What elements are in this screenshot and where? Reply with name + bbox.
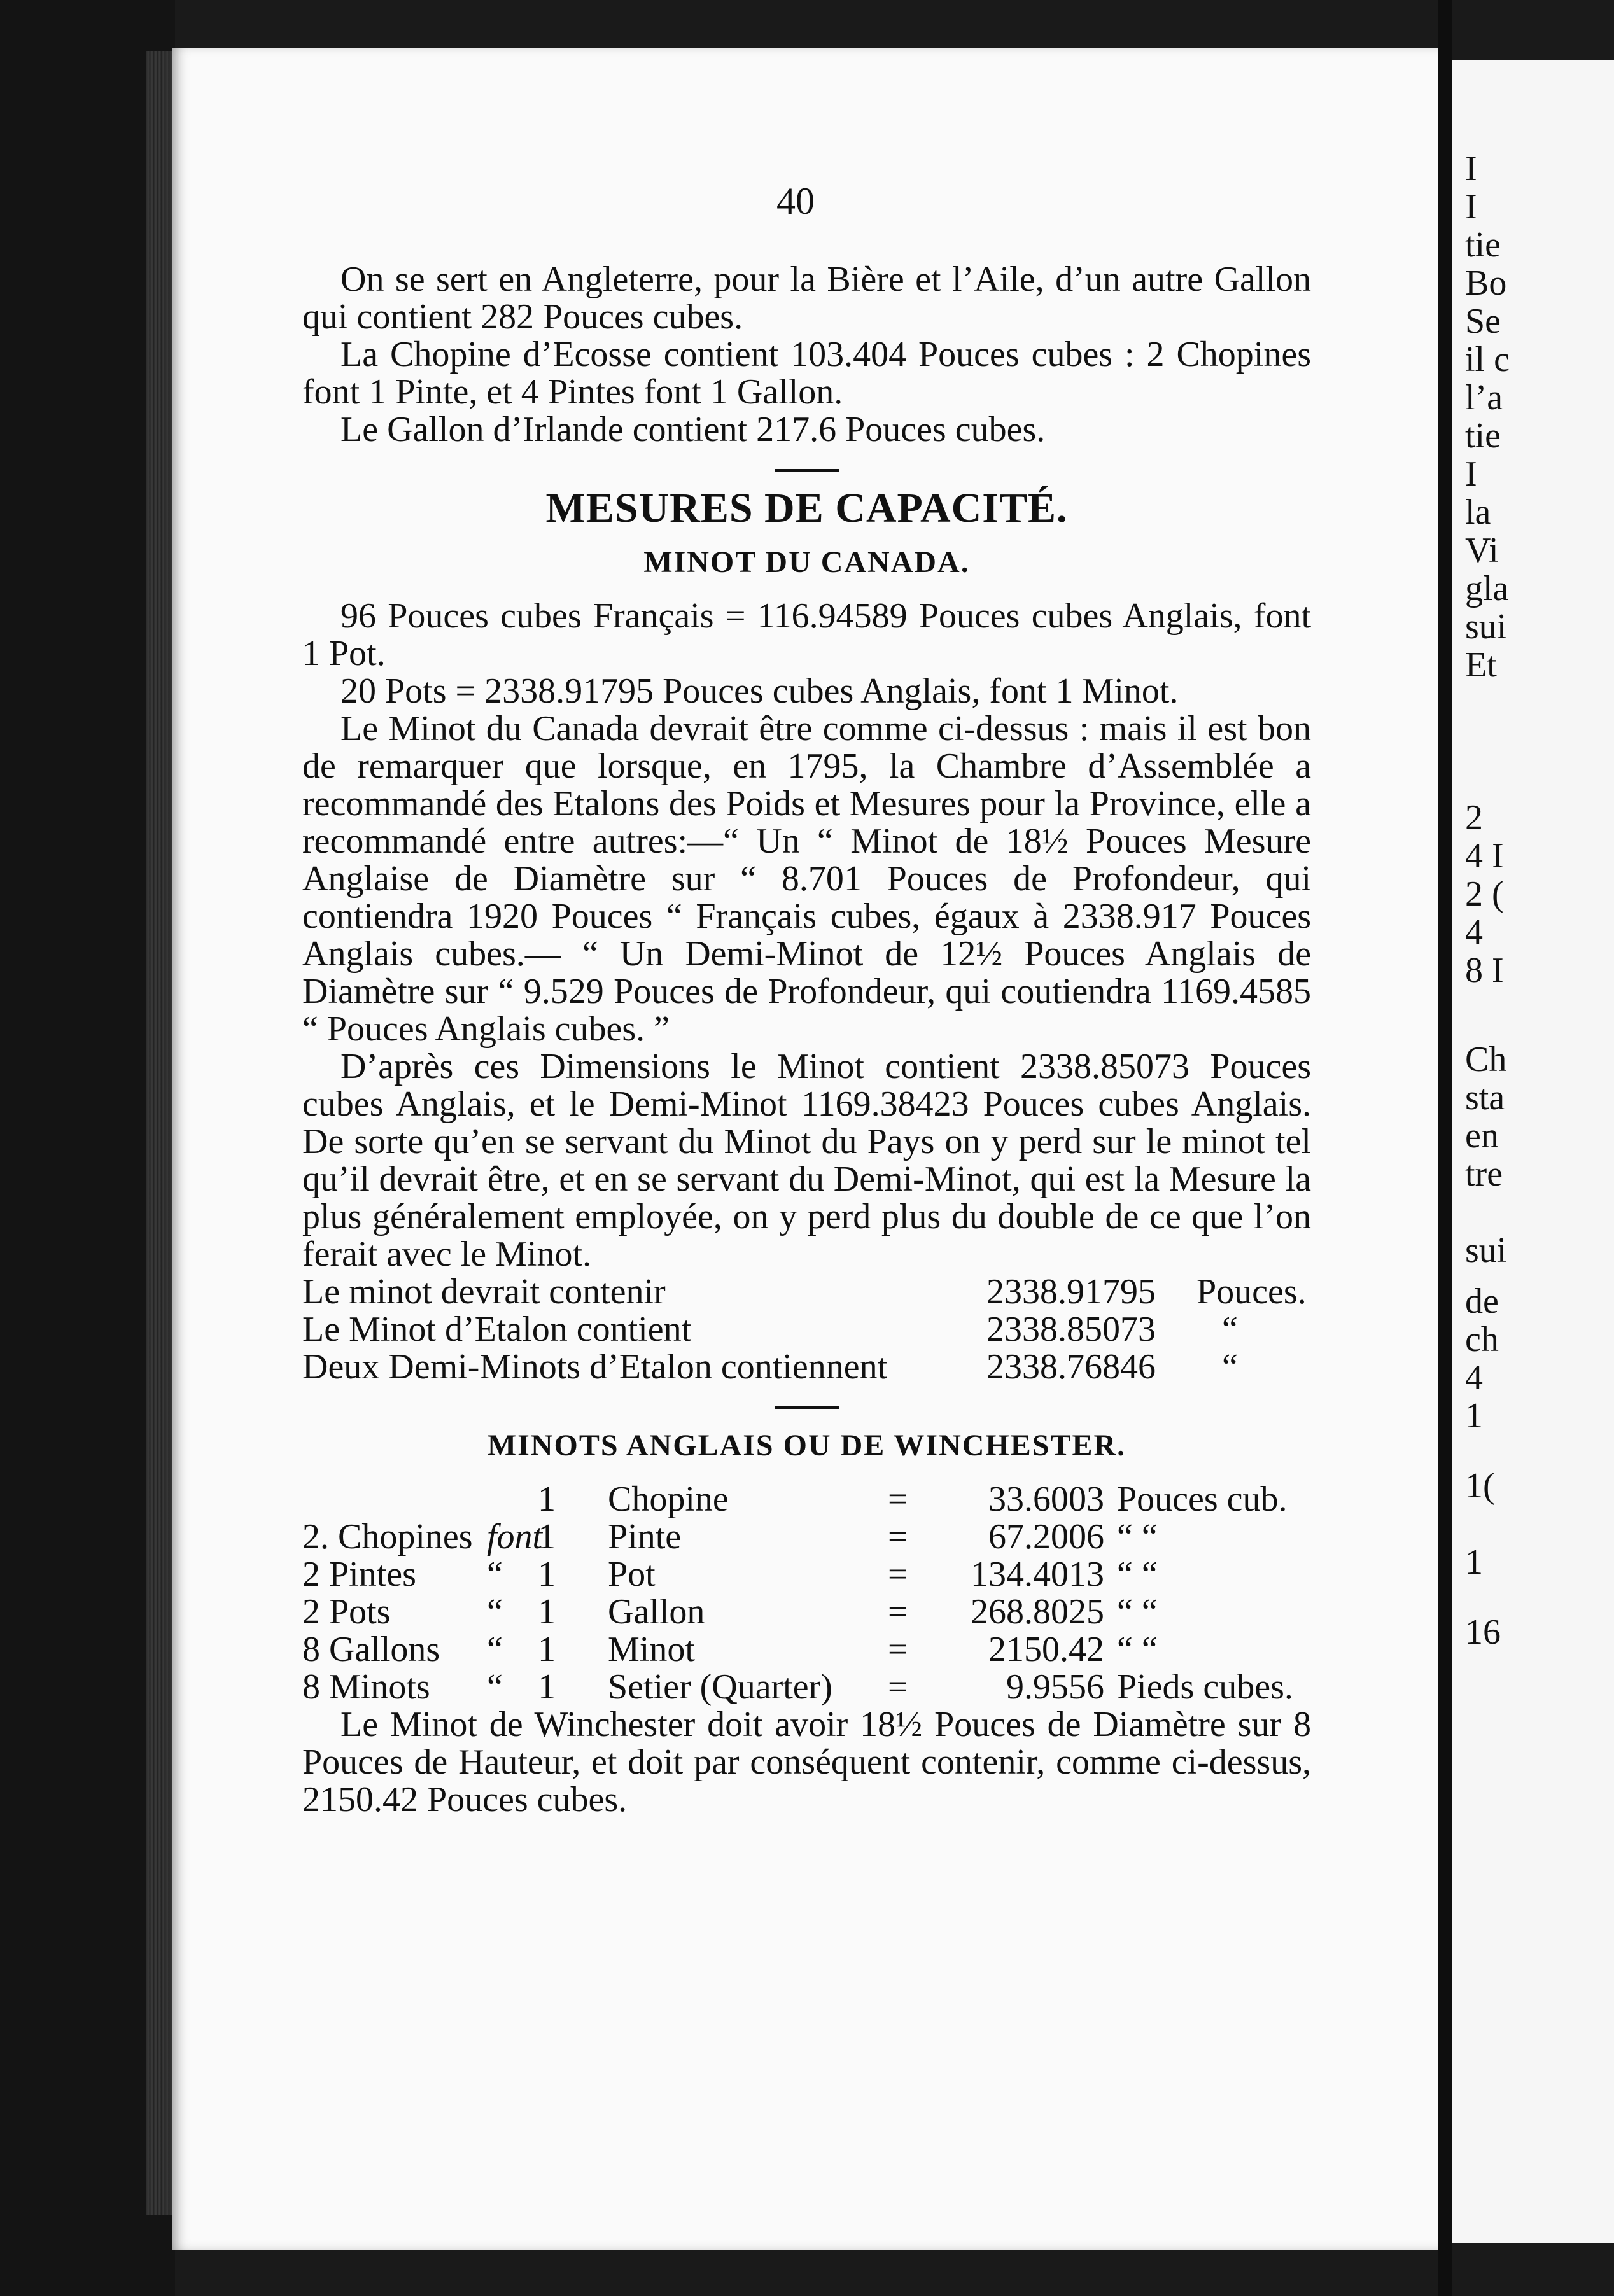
canada-paragraph-3: Le Minot du Canada devrait être comme ci-dessus : mais il est bon de remarquer que lorsque, en 1795, la Chambre d’Assemblée a recommandé des Etalons des Poids et Mesures pour la Province, elle a recommandé entre autres:—“ Un “ Minot de 18½ Pouces Mesure Anglaise de Diamètre sur “ 8.701 Pouces de Profondeur, qui contiendra 1920 Pouces “ Français cubes, égaux à 2338.917 Pouces Anglais cubes.— “ Un Demi-Minot de 12½ Pouces Anglais de Diamètre sur “ 9.529 Pouces de Profondeur, qui coutiendra 1169.4585 “ Pouces Anglais cubes. ”	[302, 709, 1311, 1049]
next-page-text-fragment: 1	[1465, 1543, 1483, 1582]
next-page-fragment	[1452, 60, 1614, 2243]
table-cell-value: 134.4013	[971, 1555, 1104, 1594]
table-cell-unit: Minot	[608, 1630, 695, 1669]
table-cell-eq: =	[888, 1555, 908, 1594]
table-row	[302, 1518, 1311, 1556]
table-cell-suffix: “ “	[1117, 1517, 1158, 1557]
table-cell-mid: font	[487, 1517, 543, 1557]
table-cell-suffix: “ “	[1117, 1555, 1158, 1594]
next-page-text-fragment: ch	[1465, 1320, 1499, 1359]
table-cell-mid: “	[487, 1592, 503, 1632]
section-divider	[775, 469, 839, 472]
table-cell-unit: Chopine	[608, 1480, 729, 1519]
comparison-row: Le Minot d’Etalon contient 2338.85073 “	[302, 1310, 1238, 1349]
closing-paragraph: Le Minot de Winchester doit avoir 18½ Pouces de Diamètre sur 8 Pouces de Hauteur, et doit par conséquent contenir, comme ci-dessus, 2150.42 Pouces cubes.	[302, 1705, 1311, 1819]
table-cell-qty: 8 Gallons	[302, 1630, 440, 1669]
table-cell-unit: Pinte	[608, 1517, 682, 1557]
table-cell-eq: =	[888, 1630, 908, 1669]
table-cell-n: 1	[538, 1480, 556, 1519]
table-row	[302, 1593, 1311, 1631]
next-page-text-fragment: 4	[1465, 1358, 1483, 1397]
table-cell-unit: Pot	[608, 1555, 656, 1594]
page-content	[302, 172, 1311, 1819]
section-divider	[775, 1406, 839, 1409]
intro-paragraph-1: On se sert en Angleterre, pour la Bière et l’Aile, d’un autre Gallon qui contient 282 Pouces cubes.	[302, 260, 1311, 337]
table-cell-mid: “	[487, 1555, 503, 1594]
table-cell-value: 2150.42	[988, 1630, 1104, 1669]
canada-paragraph-4: D’après ces Dimensions le Minot contient 2338.85073 Pouces cubes Anglais, et le Demi-Minot 1169.38423 Pouces cubes Anglais. De sorte qu’en se servant du Minot du Pays on y perd sur le minot tel qu’il devrait être, et en se servant du Demi-Minot, qui est la Mesure la plus généralement employée, on y perd plus du double de ce que l’on ferait avec le Minot.	[302, 1047, 1311, 1274]
table-cell-value: 9.9556	[1006, 1667, 1104, 1707]
next-page-text-fragment: 2 (	[1465, 874, 1504, 914]
subsection-title-canada: MINOT DU CANADA.	[643, 545, 970, 579]
comparison-block	[302, 1273, 1311, 1386]
table-cell-eq: =	[888, 1592, 908, 1632]
intro-paragraph-2: La Chopine d’Ecosse contient 103.404 Pouces cubes : 2 Chopines font 1 Pinte, et 4 Pintes font 1 Gallon.	[302, 335, 1311, 412]
table-cell-n: 1	[538, 1667, 556, 1707]
table-cell-suffix: Pouces cub.	[1117, 1480, 1288, 1519]
next-page-text-fragment: I	[1465, 187, 1477, 227]
table-cell-n: 1	[538, 1592, 556, 1632]
table-cell-eq: =	[888, 1517, 908, 1557]
subsection-title-winchester: MINOTS ANGLAIS OU DE WINCHESTER.	[487, 1429, 1126, 1462]
next-page-text-fragment: 4	[1465, 913, 1483, 952]
next-page-text-fragment: 1	[1465, 1396, 1483, 1436]
next-page-text-fragment: 8 I	[1465, 951, 1504, 990]
canada-paragraph-2: 20 Pots = 2338.91795 Pouces cubes Anglais, font 1 Minot.	[340, 671, 1179, 711]
next-page-text-fragment: Vi	[1465, 531, 1499, 570]
table-row	[302, 1669, 1311, 1706]
next-page-text-fragment: Ch	[1465, 1040, 1507, 1079]
table-cell-mid	[487, 1481, 538, 1518]
next-page-text-fragment: I	[1465, 149, 1477, 188]
next-page-text-fragment: en	[1465, 1116, 1499, 1156]
table-cell-suffix: Pieds cubes.	[1117, 1667, 1293, 1707]
table-cell-qty: 8 Minots	[302, 1667, 430, 1707]
table-cell-mid: “	[487, 1667, 503, 1707]
comparison-row: Deux Demi-Minots d’Etalon contiennent 2338.76846 “	[302, 1347, 1238, 1387]
table-cell-n: 1	[538, 1555, 556, 1594]
table-cell-value: 67.2006	[988, 1517, 1104, 1557]
table-cell-qty: 2 Pintes	[302, 1555, 416, 1594]
table-cell-unit: Gallon	[608, 1592, 705, 1632]
table-cell-qty: 2 Pots	[302, 1592, 391, 1632]
table-cell-unit: Setier (Quarter)	[608, 1667, 832, 1707]
table-cell-n: 1	[538, 1517, 556, 1557]
table-row	[302, 1631, 1311, 1669]
table-cell-mid: “	[487, 1630, 503, 1669]
next-page-text-fragment: gla	[1465, 569, 1509, 608]
next-page-text-fragment: sui	[1465, 607, 1507, 647]
next-page-text-fragment: Et	[1465, 645, 1497, 685]
next-page-text-fragment: de	[1465, 1282, 1499, 1321]
next-page-text-fragment: tie	[1465, 225, 1501, 265]
table-cell-eq: =	[888, 1480, 908, 1519]
next-page-text-fragment: l’a	[1465, 378, 1503, 417]
section-title: MESURES DE CAPACITÉ.	[545, 485, 1068, 531]
table-cell-qty	[302, 1481, 487, 1518]
table-cell-qty: 2. Chopines	[302, 1517, 473, 1557]
next-page-text-fragment: I	[1465, 454, 1477, 494]
page-gutter	[1438, 0, 1452, 2296]
next-page-text-fragment: la	[1465, 493, 1491, 532]
table-cell-eq: =	[888, 1667, 908, 1707]
table-cell-n: 1	[538, 1630, 556, 1669]
next-page-text-fragment: il c	[1465, 340, 1510, 379]
next-page-text-fragment: 2	[1465, 798, 1483, 837]
table-row	[302, 1481, 1311, 1518]
next-page-text-fragment: sta	[1465, 1078, 1505, 1117]
winchester-table	[302, 1481, 1311, 1706]
next-page-text-fragment: Bo	[1465, 263, 1507, 303]
page-number: 40	[776, 180, 815, 222]
comparison-row: Le minot devrait contenir 2338.91795 Pouces.	[302, 1272, 1307, 1312]
next-page-text-fragment: sui	[1465, 1231, 1507, 1270]
table-cell-value: 33.6003	[988, 1480, 1104, 1519]
table-cell-value: 268.8025	[971, 1592, 1104, 1632]
next-page-text-fragment: tie	[1465, 416, 1501, 456]
next-page-text-fragment: tre	[1465, 1154, 1503, 1194]
table-row	[302, 1556, 1311, 1593]
next-page-text-fragment: 4 I	[1465, 836, 1504, 876]
intro-paragraph-3: Le Gallon d’Irlande contient 217.6 Pouces cubes.	[340, 410, 1046, 449]
next-page-text-fragment: 1(	[1465, 1466, 1495, 1506]
next-page-text-fragment: Se	[1465, 302, 1501, 341]
table-cell-suffix: “ “	[1117, 1630, 1158, 1669]
canada-paragraph-1: 96 Pouces cubes Français = 116.94589 Pouces cubes Anglais, font 1 Pot.	[302, 596, 1311, 673]
table-cell-suffix: “ “	[1117, 1592, 1158, 1632]
next-page-text-fragment: 16	[1465, 1613, 1501, 1652]
